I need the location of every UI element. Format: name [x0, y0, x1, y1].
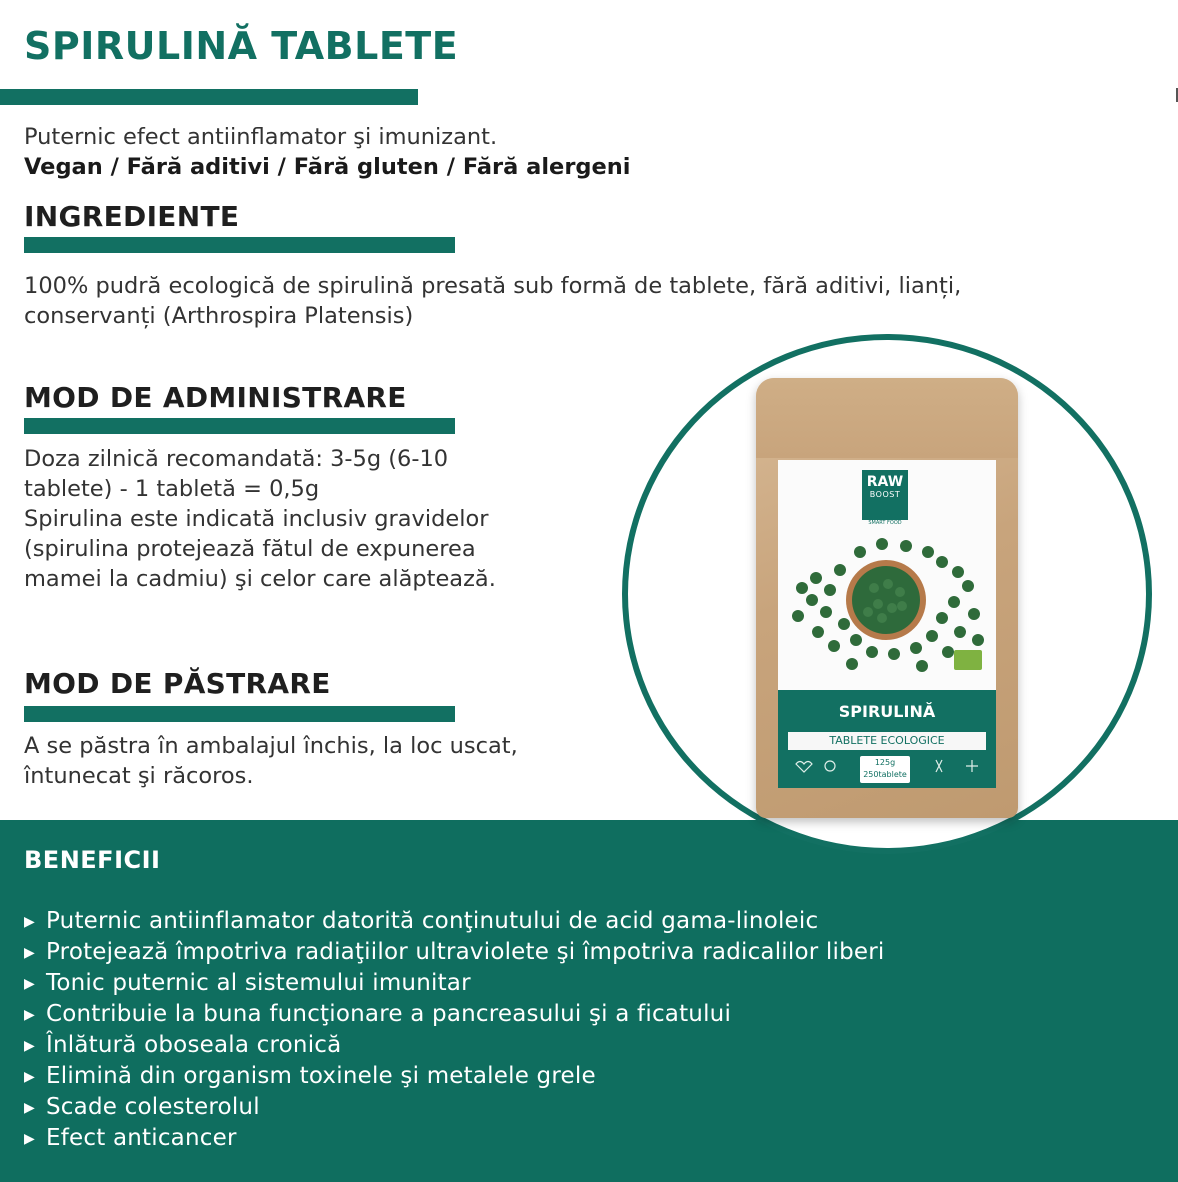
benefit-item: ▶ Înlătură oboseala cronică: [24, 1030, 885, 1061]
logo-top-text: RAW: [866, 474, 904, 490]
pouch-weight-badge: [860, 756, 910, 783]
raw-boost-logo: [862, 470, 908, 520]
ingredients-line-2: conservanți (Arthrospira Platensis): [24, 303, 414, 329]
benefit-item: ▶ Elimină din organism toxinele şi metalele grele: [24, 1061, 885, 1092]
triangle-bullet-icon: ▶: [24, 945, 35, 961]
triangle-bullet-icon: ▶: [24, 976, 35, 992]
intro-text: [24, 122, 784, 182]
title-underline: [0, 89, 418, 105]
benefit-item: ▶ Protejează împotriva radiaţiilor ultraviolete şi împotriva radicalilor liberi: [24, 937, 885, 968]
product-pouch: [756, 378, 1018, 818]
logo-bottom-text: BOOST: [869, 490, 901, 499]
triangle-bullet-icon: ▶: [24, 914, 35, 930]
storage-line-2: întunecat şi răcoros.: [24, 763, 254, 789]
administration-line: Spirulina este indicată inclusiv gravidelor: [24, 506, 489, 532]
storage-line-1: A se păstra în ambalajul închis, la loc uscat,: [24, 733, 518, 759]
benefit-item: ▶ Tonic puternic al sistemului imunitar: [24, 968, 885, 999]
triangle-bullet-icon: ▶: [24, 1100, 35, 1116]
benefits-panel: [0, 820, 1178, 1182]
pouch-count: 250tablete: [863, 770, 907, 779]
eu-organic-leaf-icon: [954, 650, 982, 670]
triangle-bullet-icon: ▶: [24, 1069, 35, 1085]
pouch-green-band: [778, 690, 996, 788]
triangle-bullet-icon: ▶: [24, 1131, 35, 1147]
page-title: SPIRULINĂ TABLETE: [24, 24, 459, 68]
administration-heading: MOD DE ADMINISTRARE: [24, 381, 407, 414]
storage-text: [24, 731, 604, 791]
storage-heading: MOD DE PĂSTRARE: [24, 667, 331, 700]
administration-line: (spirulina protejează fătul de expunerea: [24, 536, 476, 562]
pouch-subtitle: TABLETE ECOLOGICE: [788, 732, 986, 750]
benefits-heading: BENEFICII: [24, 846, 161, 874]
ingredients-underline: [24, 237, 455, 253]
ingredients-heading: INGREDIENTE: [24, 200, 240, 233]
benefits-list: [24, 906, 885, 1154]
administration-text: [24, 444, 604, 594]
pouch-product-name: SPIRULINĂ: [838, 702, 936, 721]
logo-tagline: SMART FOOD: [868, 520, 902, 526]
benefit-item: ▶ Efect anticancer: [24, 1123, 885, 1154]
storage-underline: [24, 706, 455, 722]
triangle-bullet-icon: ▶: [24, 1007, 35, 1023]
triangle-bullet-icon: ▶: [24, 1038, 35, 1054]
pouch-top: [756, 378, 1018, 458]
administration-underline: [24, 418, 455, 434]
ingredients-line-1: 100% pudră ecologică de spirulină presată sub formă de tablete, fără aditivi, lianți,: [24, 273, 962, 299]
ingredients-text: [24, 271, 1154, 331]
administration-line: mamei la cadmiu) şi celor care alăptează.: [24, 566, 496, 592]
benefit-item: ▶ Contribuie la buna funcţionare a pancreasului şi a ficatului: [24, 999, 885, 1030]
benefit-item: ▶ Puternic antiinflamator datorită conţinutului de acid gama-linoleic: [24, 906, 885, 937]
pouch-weight: 125g: [874, 758, 896, 767]
administration-line: tablete) - 1 tabletă = 0,5g: [24, 476, 320, 502]
administration-line: Doza zilnică recomandată: 3-5g (6-10: [24, 446, 449, 472]
intro-line-2: Vegan / Fără aditivi / Fără gluten / Fără alergeni: [24, 154, 631, 180]
benefit-item: ▶ Scade colesterolul: [24, 1092, 885, 1123]
intro-line-1: Puternic efect antiinflamator şi imunizant.: [24, 124, 498, 150]
